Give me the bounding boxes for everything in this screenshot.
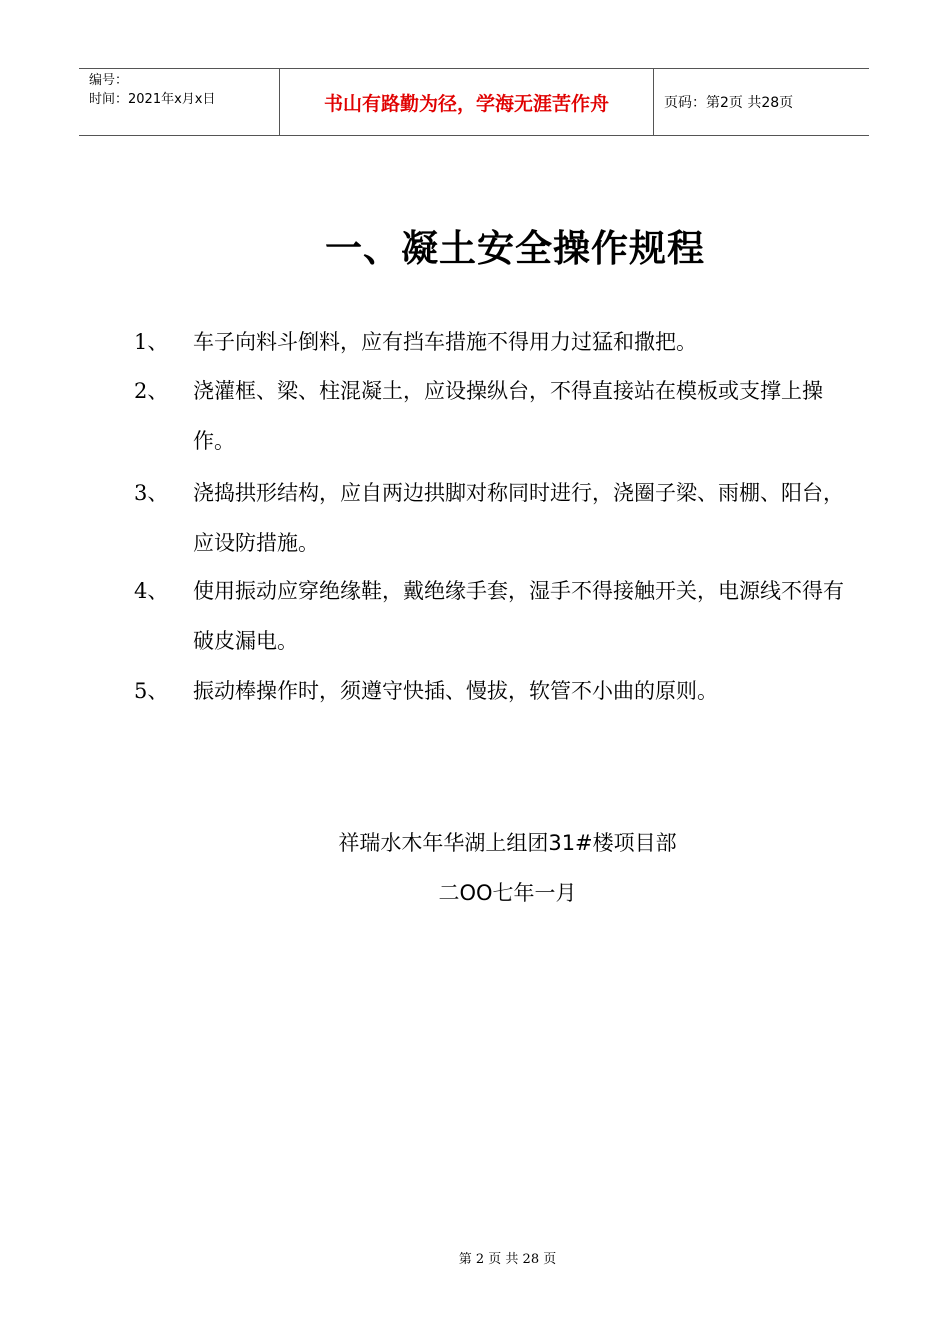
signature-org: 祥瑞水木年华湖上组团31#楼项目部 (338, 831, 677, 855)
header-page-info: 页码：第2页 共28页 (664, 95, 794, 111)
item-text: 浇灌框、梁、柱混凝土，应设操纵台，不得直接站在模板或支撑上操作。 (193, 379, 823, 453)
item-number: 2、 (134, 379, 169, 403)
code-label: 编号： (89, 73, 129, 88)
item-number: 3、 (134, 481, 169, 505)
item-text: 浇捣拱形结构，应自两边拱脚对称同时进行，浇圈子梁、雨棚、阳台，应设防措施。 (193, 481, 844, 555)
page-header (79, 68, 869, 136)
signature-date: 二OO七年一月 (438, 881, 577, 905)
list-item (134, 366, 854, 466)
item-text: 振动棒操作时，须遵守快插、慢拔，软管不小曲的原则。 (193, 679, 718, 703)
page-footer: 第 2 页 共 28 页 (458, 1252, 557, 1267)
list-item (134, 317, 854, 367)
item-text: 使用振动应穿绝缘鞋，戴绝缘手套，湿手不得接触开关，电源线不得有破皮漏电。 (193, 579, 844, 653)
time-label: 时间：2021年x月x日 (89, 92, 216, 107)
item-number: 4、 (134, 579, 169, 603)
header-motto: 书山有路勤为径，学海无涯苦作舟 (280, 69, 654, 135)
document-title: 一、凝土安全操作规程 (325, 227, 705, 270)
item-number: 1、 (134, 330, 169, 354)
list-item (134, 468, 854, 568)
list-item (134, 666, 854, 716)
list-item (134, 566, 854, 666)
item-number: 5、 (134, 679, 169, 703)
header-meta (79, 69, 280, 135)
item-text: 车子向料斗倒料，应有挡车措施不得用力过猛和撒把。 (193, 330, 697, 354)
